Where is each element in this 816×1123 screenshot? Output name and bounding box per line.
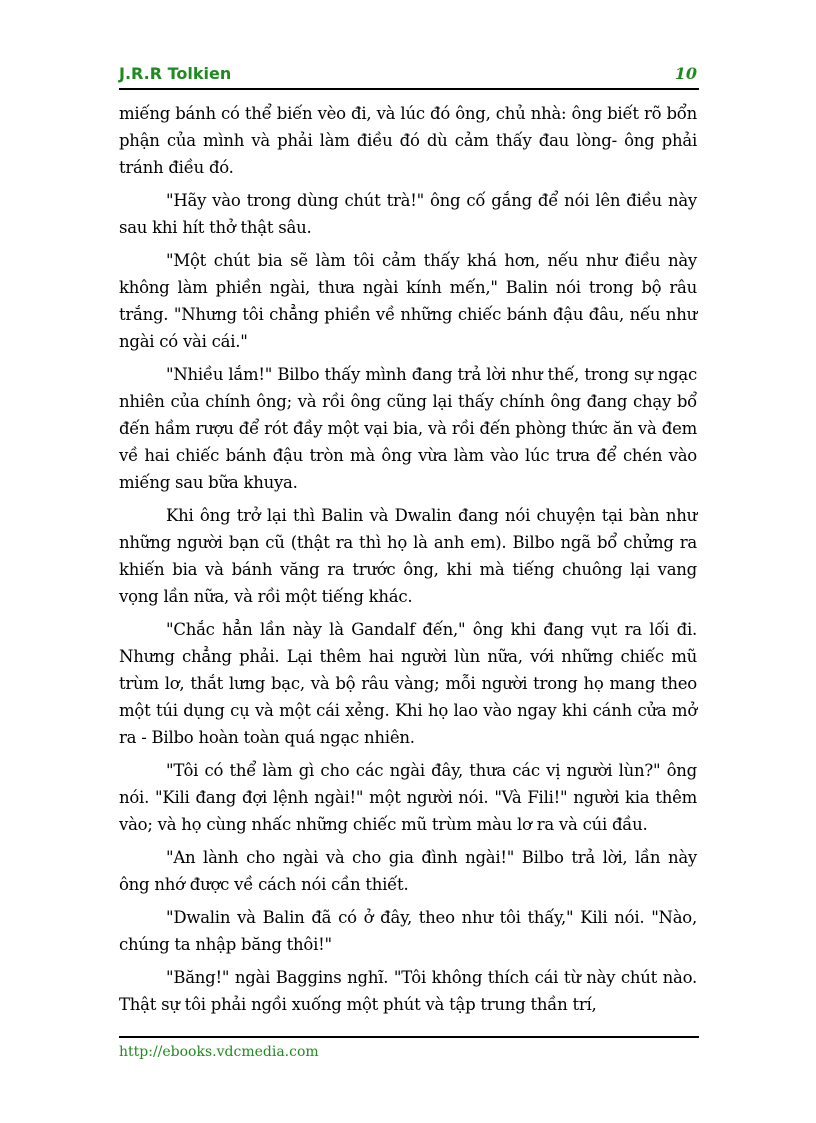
paragraph: "Hãy vào trong dùng chút trà!" ông cố gắng để nói lên điều này sau khi hít thở thật sâu.: [119, 191, 697, 237]
paragraph: "Băng!" ngài Baggins nghĩ. "Tôi không thích cái từ này chút nào. Thật sự tôi phải ngồi xuống một phút và tập trung thần trí,: [119, 968, 697, 1014]
paragraph: "Chắc hẳn lần này là Gandalf đến," ông khi đang vụt ra lối đi. Nhưng chẳng phải. Lại thêm hai người lùn nữa, với những chiếc mũ trùm lơ, thắt lưng bạc, và bộ râu vàng; mỗi người trong họ mang theo một túi dụng cụ và một cái xẻng. Khi họ lao vào ngay khi cánh cửa mở ra - Bilbo hoàn toàn quá ngạc nhiên.: [119, 620, 697, 747]
page-header: [119, 62, 699, 86]
paragraph: Khi ông trở lại thì Balin và Dwalin đang nói chuyện tại bàn như những người bạn cũ (thật ra thì họ là anh em). Bilbo ngã bổ chửng ra khiến bia và bánh văng ra trước ông, khi mà tiếng chuông lại vang vọng lần nữa, và rồi một tiếng khác.: [119, 506, 697, 606]
page-number: 10: [674, 64, 697, 83]
header-divider: [119, 88, 699, 90]
footer-divider: [119, 1036, 699, 1038]
paragraph: "Dwalin và Balin đã có ở đây, theo như tôi thấy," Kili nói. "Nào, chúng ta nhập băng thôi!": [119, 908, 697, 954]
paragraph: "Tôi có thể làm gì cho các ngài đây, thưa các vị người lùn?" ông nói. "Kili đang đợi lệnh ngài!" một người nói. "Và Fili!" người kia thêm vào; và họ cùng nhấc những chiếc mũ trùm màu lơ ra và cúi đầu.: [119, 761, 697, 834]
paragraph: miếng bánh có thể biến vèo đi, và lúc đó ông, chủ nhà: ông biết rõ bổn phận của mình và phải làm điều đó dù cảm thấy đau lòng- ông phải tránh điều đó.: [119, 104, 697, 177]
paragraph: "An lành cho ngài và cho gia đình ngài!" Bilbo trả lời, lần này ông nhớ được về cách nói cần thiết.: [119, 848, 697, 894]
footer-url-link[interactable]: http://ebooks.vdcmedia.com: [119, 1044, 319, 1060]
page-body: [119, 100, 697, 1024]
paragraph: "Một chút bia sẽ làm tôi cảm thấy khá hơn, nếu như điều này không làm phiền ngài, thưa ngài kính mến," Balin nói trong bộ râu trắng. "Nhưng tôi chẳng phiền về những chiếc bánh đậu đâu, nếu như ngài có vài cái.": [119, 251, 697, 351]
paragraph: "Nhiều lắm!" Bilbo thấy mình đang trả lời như thế, trong sự ngạc nhiên của chính ông; và rồi ông cũng lại thấy chính ông đang chạy bổ đến hầm rượu để rót đầy một vại bia, và rồi đến phòng thức ăn và đem về hai chiếc bánh đậu tròn mà ông vừa làm vào lúc trưa để chén vào miếng sau bữa khuya.: [119, 365, 697, 492]
header-author: J.R.R Tolkien: [119, 64, 232, 83]
